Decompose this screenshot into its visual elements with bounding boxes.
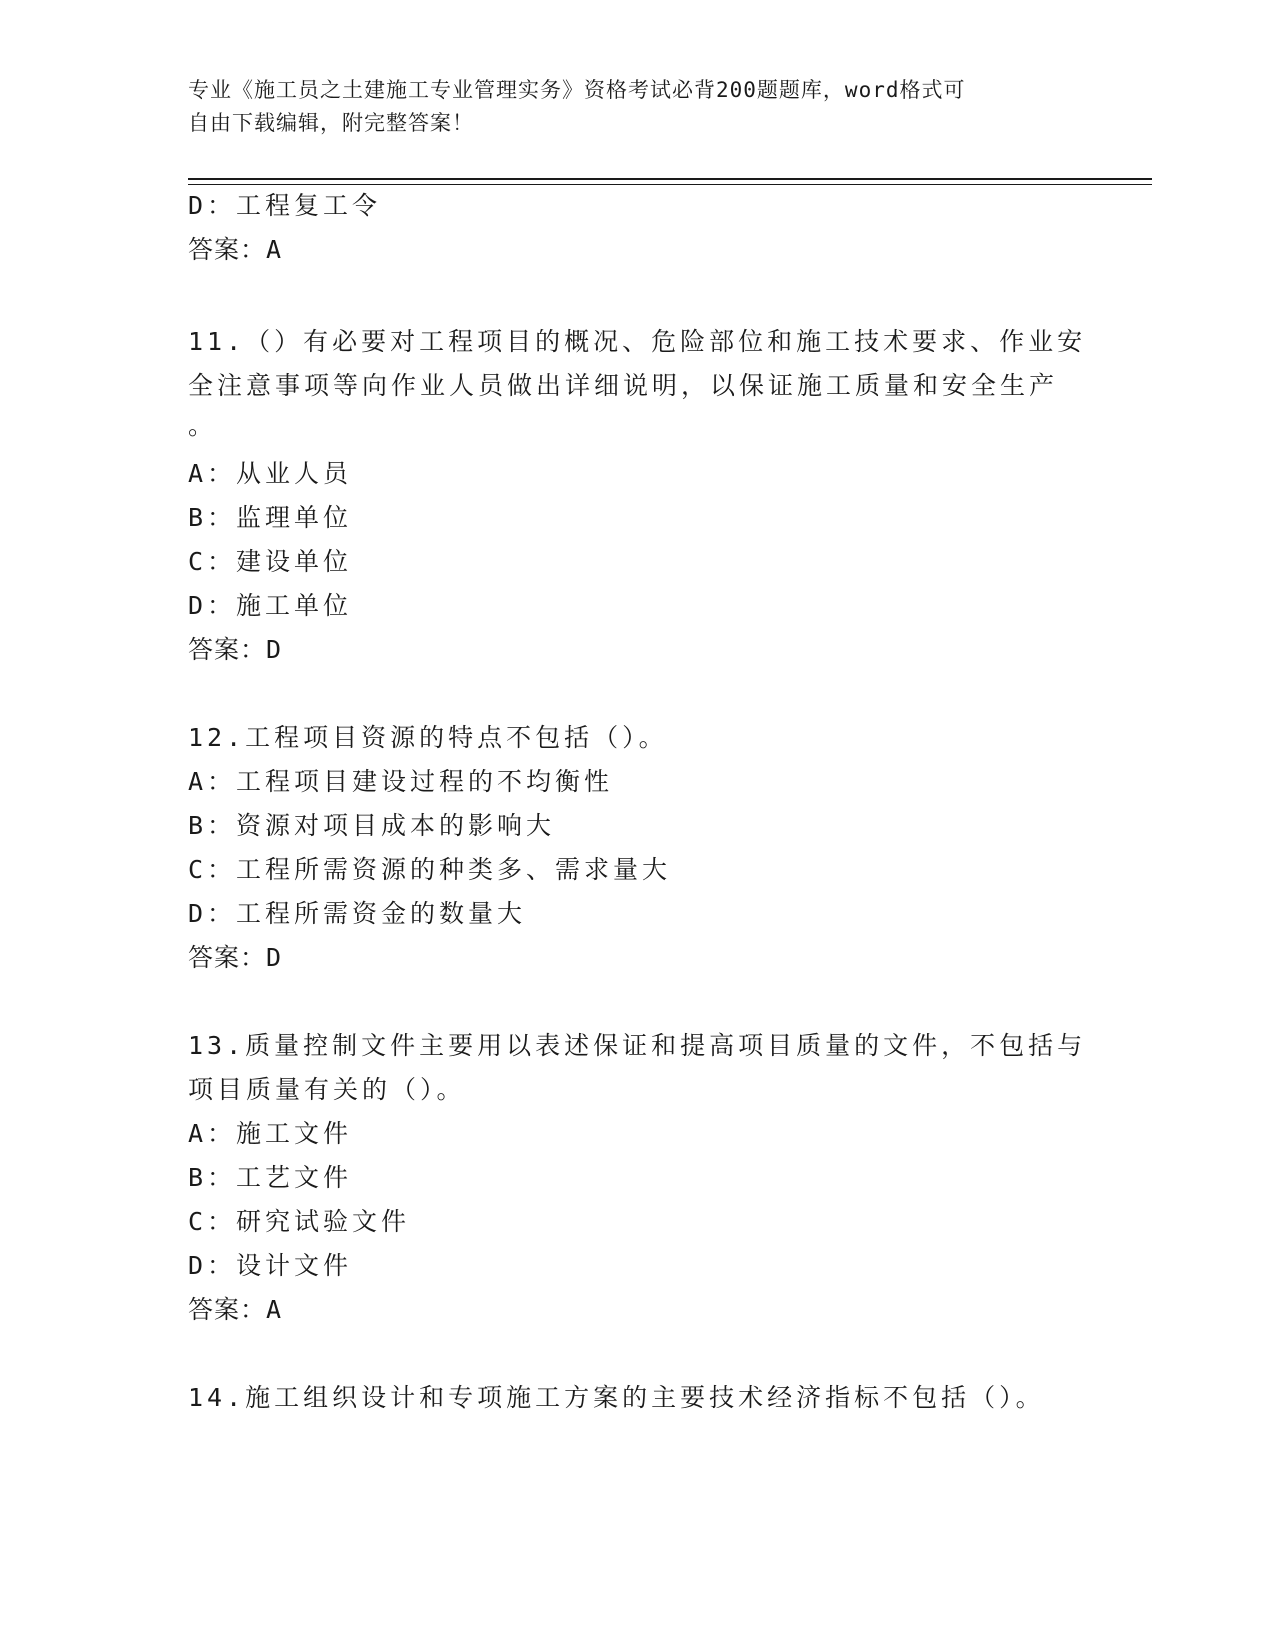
question-13-option-a: A：施工文件 xyxy=(188,1119,353,1148)
header-divider-thick xyxy=(188,178,1152,180)
question-12-option-d: D：工程所需资金的数量大 xyxy=(188,899,527,928)
header-line-2: 自由下载编辑，附完整答案！ xyxy=(188,111,474,135)
header-divider-thin xyxy=(188,184,1152,185)
question-12-option-c: C：工程所需资源的种类多、需求量大 xyxy=(188,855,672,884)
prev-answer: 答案：A xyxy=(188,235,283,264)
question-13-option-b: B：工艺文件 xyxy=(188,1163,353,1192)
question-11-answer: 答案：D xyxy=(188,635,283,664)
question-14-line-1: 14.施工组织设计和专项施工方案的主要技术经济指标不包括（）。 xyxy=(188,1383,1045,1412)
question-13-option-d: D：设计文件 xyxy=(188,1251,353,1280)
question-13-option-c: C：研究试验文件 xyxy=(188,1207,411,1236)
question-11-line-2: 全注意事项等向作业人员做出详细说明，以保证施工质量和安全生产 xyxy=(188,371,1059,400)
question-12-option-a: A：工程项目建设过程的不均衡性 xyxy=(188,767,614,796)
question-11-line-3: 。 xyxy=(188,411,218,440)
question-12-option-b: B：资源对项目成本的影响大 xyxy=(188,811,556,840)
prev-option-d: D：工程复工令 xyxy=(188,191,382,220)
question-11-option-d: D：施工单位 xyxy=(188,591,353,620)
document-header xyxy=(188,74,1068,140)
question-13-line-2: 项目质量有关的（）。 xyxy=(188,1075,466,1104)
question-13-answer: 答案：A xyxy=(188,1295,283,1324)
header-line-1: 专业《施工员之土建施工专业管理实务》资格考试必背200题题库，word格式可 xyxy=(188,78,966,102)
question-12-answer: 答案：D xyxy=(188,943,283,972)
question-11-option-c: C：建设单位 xyxy=(188,547,353,576)
question-13-line-1: 13.质量控制文件主要用以表述保证和提高项目质量的文件，不包括与 xyxy=(188,1031,1087,1060)
question-11-option-b: B：监理单位 xyxy=(188,503,353,532)
question-11-line-1: 11.（）有必要对工程项目的概况、危险部位和施工技术要求、作业安 xyxy=(188,327,1087,356)
question-11-option-a: A：从业人员 xyxy=(188,459,353,488)
question-12-line-1: 12.工程项目资源的特点不包括（）。 xyxy=(188,723,668,752)
